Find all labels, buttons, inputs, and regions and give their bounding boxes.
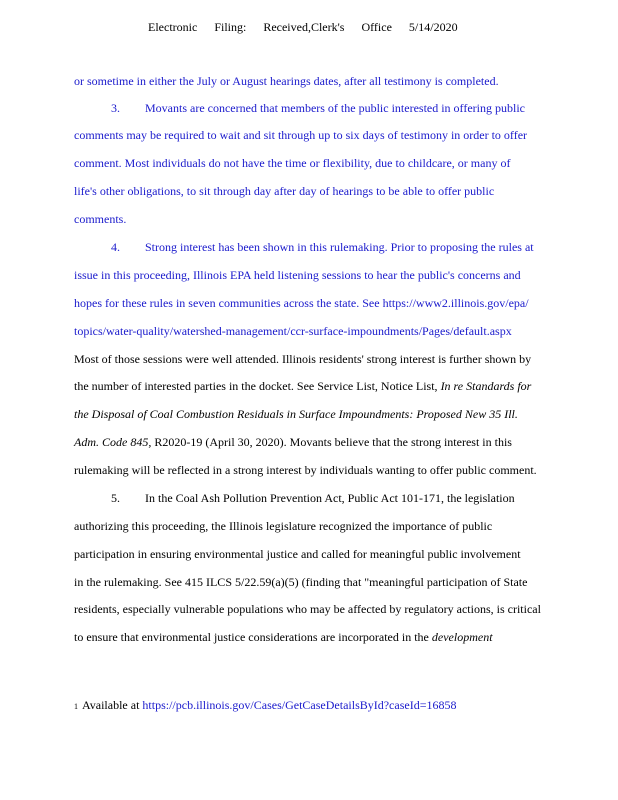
body-line-4: comment. Most individuals do not have the time or flexibility, due to childcare, or many of <box>74 156 511 170</box>
footnote <box>74 698 456 713</box>
paragraph-number-4: 4. <box>111 240 120 254</box>
body-line-3: comments may be required to wait and sit through up to six days of testimony in order to offer <box>74 128 528 142</box>
body-line-11: Most of those sessions were well attended. Illinois residents' strong interest is further shown by <box>74 352 532 366</box>
paragraph-3-first-line <box>111 101 525 115</box>
body-line-10: topics/water-quality/watershed-management/ccr-surface-impoundments/Pages/default.aspx <box>74 324 512 338</box>
header-filing: Filing: <box>214 20 247 34</box>
header-office: Office <box>361 20 392 34</box>
filing-header <box>148 20 472 35</box>
body-line-20: residents, especially vulnerable populations who may be affected by regulatory actions, is critical <box>74 602 541 616</box>
body-line-21 <box>74 630 493 644</box>
body-line-16: In the Coal Ash Pollution Prevention Act, Public Act 101-171, the legislation <box>145 491 515 505</box>
body-line-14-text: R2020-19 (April 30, 2020). Movants believe that the strong interest in this <box>154 435 512 449</box>
body-line-12-italic: In re Standards for <box>440 379 532 393</box>
body-line-12-text: the number of interested parties in the docket. See Service List, Notice List, <box>74 379 438 393</box>
body-line-14-italic: Adm. Code 845, <box>74 435 152 449</box>
body-line-19 <box>74 575 527 589</box>
body-line-14 <box>74 435 512 449</box>
paragraph-5-first-line <box>111 491 515 505</box>
body-line-15: rulemaking will be reflected in a strong interest by individuals wanting to offer public comment. <box>74 463 537 477</box>
body-line-12 <box>74 379 531 393</box>
header-received: Received,Clerk's <box>263 20 345 34</box>
body-line-19-text: in the rulemaking. <box>74 575 162 589</box>
body-line-8: issue in this proceeding, Illinois EPA held listening sessions to hear the public's concerns and <box>74 268 521 282</box>
header-date: 5/14/2020 <box>408 20 458 34</box>
body-line-19-cite: See 415 ILCS 5/22.59(a)(5) (finding that "meaningful participation of State <box>164 575 528 589</box>
body-line-2: Movants are concerned that members of the public interested in offering public <box>145 101 525 115</box>
footnote-marker: 1 <box>74 702 78 711</box>
body-line-5: life's other obligations, to sit through day after day of hearings to be able to offer public <box>74 184 495 198</box>
body-line-9: hopes for these rules in seven communities across the state. See https://www2.illinois.gov/epa/ <box>74 296 529 310</box>
body-line-21-text: to ensure that environmental justice considerations are incorporated in the <box>74 630 429 644</box>
body-line-17: authorizing this proceeding, the Illinois legislature recognized the importance of public <box>74 519 493 533</box>
footnote-text: Available at <box>82 698 140 712</box>
body-line-1: or sometime in either the July or August hearings dates, after all testimony is completed. <box>74 74 499 88</box>
header-electronic: Electronic <box>148 20 198 34</box>
body-line-13: the Disposal of Coal Combustion Residuals in Surface Impoundments: Proposed New 35 Ill. <box>74 407 518 421</box>
body-line-21-italic: development <box>431 630 493 644</box>
body-line-18: participation in ensuring environmental justice and called for meaningful public involvement <box>74 547 521 561</box>
paragraph-number-3: 3. <box>111 101 120 115</box>
footnote-link[interactable]: https://pcb.illinois.gov/Cases/GetCaseDetailsById?caseId=16858 <box>142 698 457 712</box>
paragraph-4-first-line <box>111 240 534 254</box>
paragraph-number-5: 5. <box>111 491 120 505</box>
body-line-7: Strong interest has been shown in this rulemaking. Prior to proposing the rules at <box>145 240 534 254</box>
body-line-6: comments. <box>74 212 127 226</box>
